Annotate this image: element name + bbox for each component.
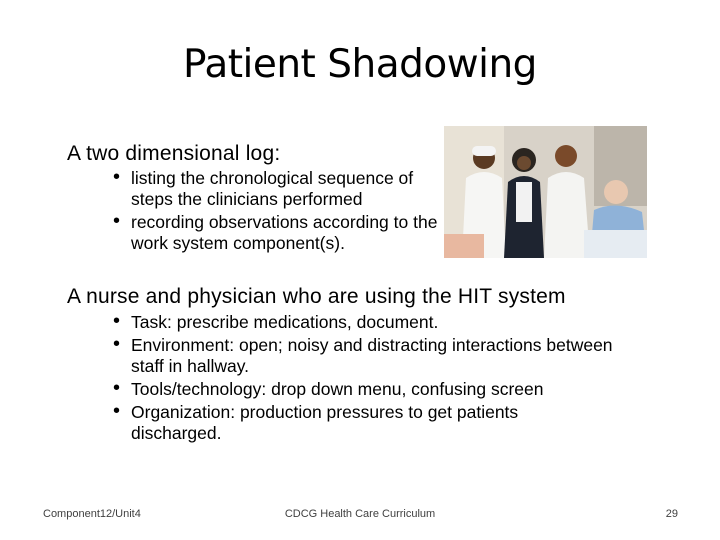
bullet-text: Tools/technology: drop down menu, confusing screen: [131, 379, 544, 399]
bullet-icon: •: [113, 310, 121, 332]
list-item: [113, 212, 443, 254]
list-item: [113, 312, 613, 333]
list-item: [113, 335, 613, 377]
bullet-icon: •: [113, 333, 121, 355]
bullet-text: recording observations according to the work system component(s).: [131, 212, 438, 253]
bullet-icon: •: [113, 210, 121, 232]
bullet-icon: •: [113, 377, 121, 399]
bullet-text: Environment: open; noisy and distracting interactions between staff in hallway.: [131, 335, 613, 376]
section1-heading: A two dimensional log:: [67, 142, 281, 165]
section1-bullet-list: [113, 168, 443, 256]
section2-heading: A nurse and physician who are using the HIT system: [67, 285, 566, 308]
bullet-icon: •: [113, 166, 121, 188]
page-number: 29: [665, 508, 678, 520]
clinicians-with-patient-photo-icon: [444, 126, 647, 258]
footer-component-unit: Component12/Unit4: [43, 508, 141, 520]
list-item: [113, 168, 443, 210]
slide-title: Patient Shadowing: [183, 42, 537, 87]
list-item: [113, 402, 613, 444]
bullet-text: Organization: production pressures to get patients discharged.: [131, 402, 519, 443]
list-item: [113, 379, 613, 400]
footer-curriculum: CDCG Health Care Curriculum: [284, 508, 436, 520]
section2-bullet-list: [113, 312, 613, 446]
clinicians-photo: [444, 126, 647, 258]
bullet-icon: •: [113, 400, 121, 422]
bullet-text: listing the chronological sequence of steps the clinicians performed: [131, 168, 414, 209]
bullet-text: Task: prescribe medications, document.: [131, 312, 439, 332]
